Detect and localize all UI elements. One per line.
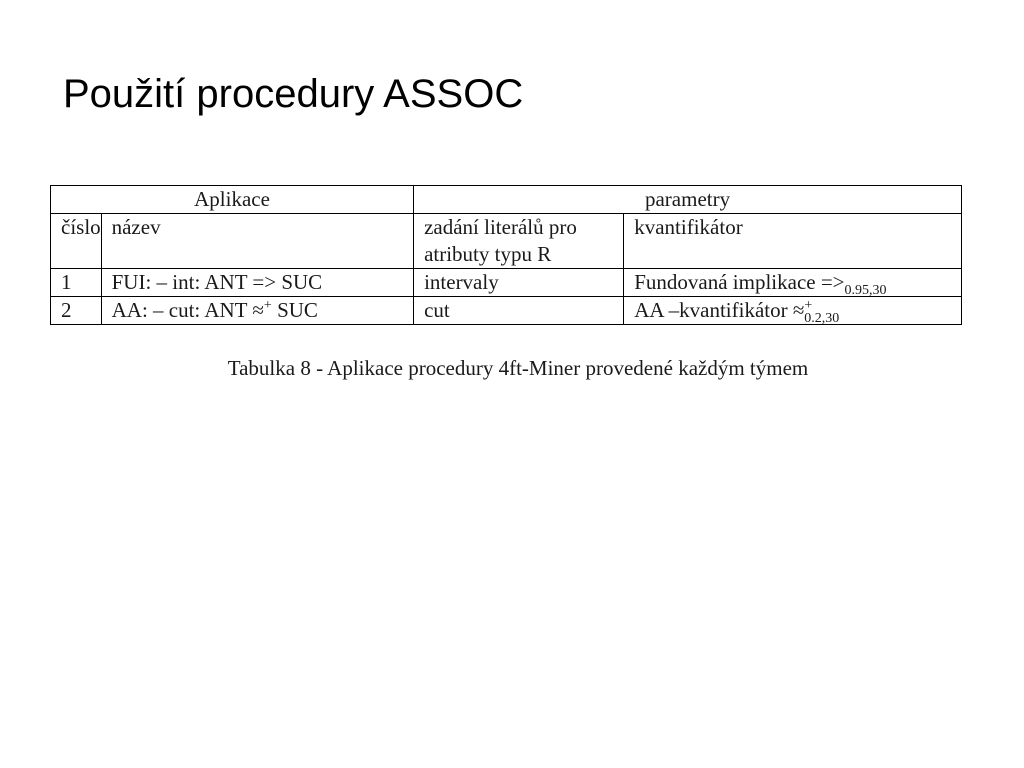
table-caption: Tabulka 8 - Aplikace procedury 4ft-Miner provedené každým týmem <box>227 356 809 380</box>
column-header-zadani <box>414 214 624 269</box>
kvantifikator-subscript: 0.2,30 <box>804 311 840 327</box>
column-header-cislo: číslo <box>51 214 102 269</box>
nazev-text-end: SUC <box>271 298 318 322</box>
nazev-text: AA: – cut: ANT ≈ <box>111 298 264 322</box>
cell-zadani: intervaly <box>414 269 624 297</box>
applications-table <box>50 185 962 325</box>
cell-kvantifikator <box>624 269 962 297</box>
group-header-aplikace: Aplikace <box>51 186 414 214</box>
cell-nazev: FUI: – int: ANT => SUC <box>101 269 413 297</box>
table-column-header-row <box>51 214 962 269</box>
table-row <box>51 297 962 325</box>
slide-title: Použití procedury ASSOC <box>63 72 524 116</box>
cell-cislo: 2 <box>51 297 102 325</box>
table-row <box>51 269 962 297</box>
cell-zadani: cut <box>414 297 624 325</box>
kvantifikator-superscript: + <box>804 298 813 313</box>
cell-kvantifikator <box>624 297 962 325</box>
column-header-nazev: název <box>101 214 413 269</box>
nazev-superscript: + <box>263 298 272 313</box>
group-header-parametry: parametry <box>414 186 962 214</box>
kvantifikator-text: Fundovaná implikace => <box>634 270 845 294</box>
cell-nazev <box>101 297 413 325</box>
cell-cislo: 1 <box>51 269 102 297</box>
column-header-zadani-line1: zadání literálů pro <box>424 215 577 239</box>
column-header-zadani-line2: atributy typu R <box>424 242 552 266</box>
kvantifikator-subscript: 0.95,30 <box>844 283 887 299</box>
table-group-header-row <box>51 186 962 214</box>
column-header-kvantifikator: kvantifikátor <box>624 214 962 269</box>
table-container <box>50 185 962 325</box>
kvantifikator-text: AA –kvantifikátor ≈ <box>634 298 805 322</box>
